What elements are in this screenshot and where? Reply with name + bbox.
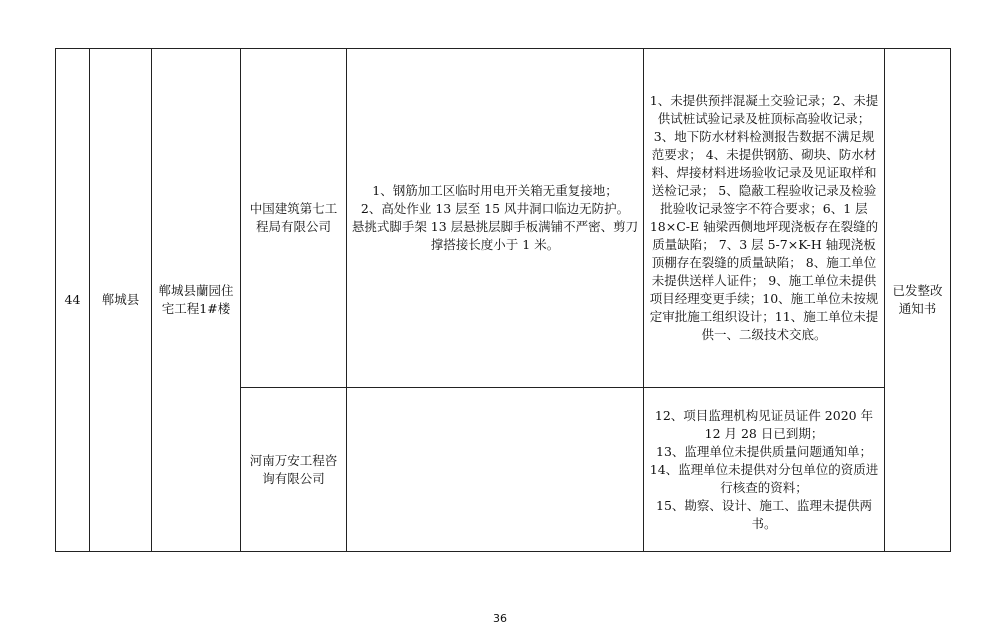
site-issue-item: 1、钢筋加工区临时用电开关箱无重复接地； xyxy=(372,183,618,198)
document-issues-cell xyxy=(644,388,885,552)
unit-name-cell: 河南万安工程咨询有限公司 xyxy=(241,388,347,552)
doc-issue-item: 12、项目监理机构见证员证件 2020 年 12 月 28 日已到期； xyxy=(654,407,874,441)
project-cell: 郸城县蘭园住宅工程1#楼 xyxy=(152,49,241,552)
doc-issue-item: 15、勘察、设计、施工、监理未提供两书。 xyxy=(656,497,872,531)
site-issues-cell xyxy=(347,49,644,388)
site-issue-item: 悬挑式脚手架 13 层悬挑层脚手板满铺不严密、剪刀撑搭接长度小于 1 米。 xyxy=(351,219,639,252)
document-issues-cell: 1、未提供预拌混凝土交验记录；2、未提供试桩试验记录及桩顶标高验收记录； 3、地下防水材料检测报告数据不满足规范要求； 4、未提供钢筋、砌块、防水材料、焊接材料进场验收记录及见证取样和送检记录； 5、隐蔽工程验收记录及检验批验收记录签字不符合要求；6、1 层 18×C-E 轴梁西侧地坪现浇板存在裂缝的质量缺陷； 7、3 层 5-7×K-H 轴现浇板顶棚存在裂缝的质量缺陷； 8、施工单位未提供送样人证件； 9、施工单位未提供项目经理变更手续；10、施工单位未按规定审批施工组织设计；11、施工单位未提供一、二级技术交底。 xyxy=(644,49,885,388)
doc-issue-item: 13、监理单位未提供质量问题通知单； xyxy=(656,443,872,459)
table-row xyxy=(56,49,951,388)
doc-issue-item: 14、监理单位未提供对分包单位的资质进行核查的资料； xyxy=(649,461,879,495)
inspection-table xyxy=(55,48,951,552)
county-cell: 郸城县 xyxy=(90,49,152,552)
site-issue-item: 2、高处作业 13 层至 15 风井洞口临边无防护。 xyxy=(360,201,630,216)
unit-name-cell: 中国建筑第七工程局有限公司 xyxy=(241,49,347,388)
status-cell: 已发整改通知书 xyxy=(885,49,951,552)
site-issues-cell-empty xyxy=(347,388,644,552)
row-index: 44 xyxy=(56,49,90,552)
page-number: 36 xyxy=(493,612,507,625)
